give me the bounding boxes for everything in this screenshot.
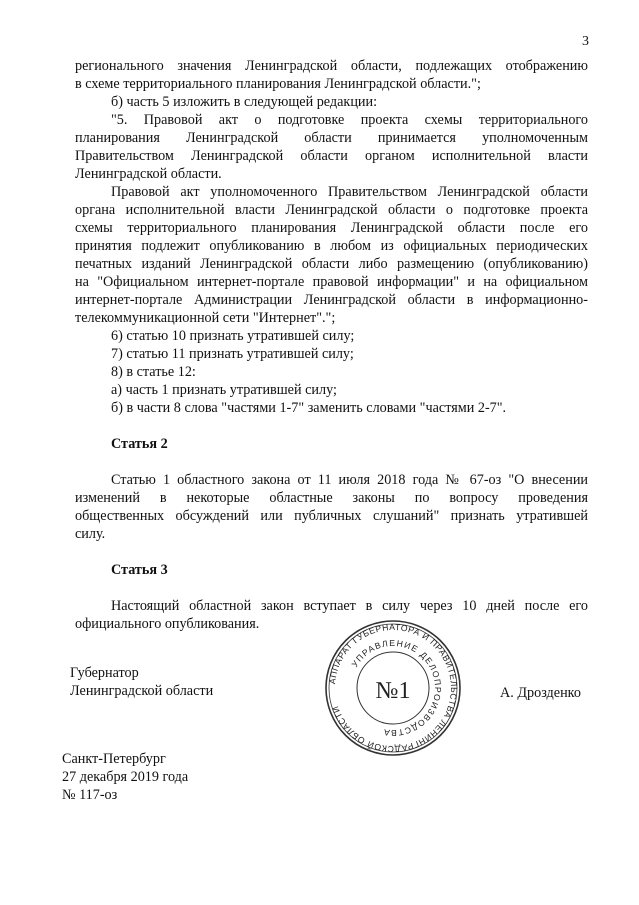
document-footer [62,750,188,804]
text-line: официального опубликования. [75,616,260,632]
text-line: Статью 1 областного закона от 11 июля 2018 года № 67-оз "О внесении [111,472,588,488]
signatory-region: Ленинградской области [70,683,214,699]
text-line: 6) статью 10 признать утратившей силу; [111,328,355,344]
signature-block [70,664,213,700]
text-line: 7) статью 11 признать утратившей силу; [111,346,354,362]
text-line: Настоящий областной закон вступает в силу через 10 дней после его [111,598,588,614]
official-seal [323,618,463,758]
text-line: изменений в некоторые областные законы по вопросу проведения [75,490,588,506]
article-3-heading: Статья 3 [111,562,168,578]
document-body [75,57,588,633]
text-line: в схеме территориального планирования Ленинградской области."; [75,76,481,92]
text-line: Правовой акт уполномоченного Правительством Ленинградской области [111,184,588,200]
seal-outer-text: АППАРАТ ГУБЕРНАТОРА И ПРАВИТЕЛЬСТВА ЛЕНИНГРАДСКОЙ ОБЛАСТИ [327,621,460,755]
text-line: телекоммуникационной сети "Интернет"."; [75,310,336,326]
text-line: регионального значения Ленинградской области, подлежащих отображению [75,58,588,74]
seal-center-number: №1 [375,678,411,704]
footer-law-number: № 117-оз [62,787,118,803]
text-line: общественных обсуждений или публичных слушаний" признать утратившей [75,508,588,524]
text-line: Ленинградской области. [75,166,222,182]
text-line: а) часть 1 признать утратившей силу; [111,382,337,398]
footer-date: 27 декабря 2019 года [62,769,189,785]
text-line: печатных изданий Ленинградской области либо размещению (опубликованию) [75,256,588,272]
text-line: схемы территориального планирования Ленинградской области после его [75,220,588,236]
text-line: интернет-портале Администрации Ленинградской области в информационно- [75,292,588,308]
page-number: 3 [582,34,589,49]
text-line: планирования Ленинградской области принимается уполномоченным [75,130,588,146]
text-line: на "Официальном интернет-портале правовой информации" и на официальном [75,274,588,290]
text-line: б) в части 8 слова "частями 1-7" заменить словами "частями 2-7". [111,400,507,416]
article-2-heading: Статья 2 [111,436,168,452]
text-line: 8) в статье 12: [111,364,196,380]
text-line: Правительством Ленинградской области органом исполнительной власти [75,148,588,164]
text-line: "5. Правовой акт о подготовке проекта схемы территориального [111,112,588,128]
seal-inner-text: УПРАВЛЕНИЕ ДЕЛОПРОИЗВОДСТВА [349,637,444,739]
signatory-title: Губернатор [70,665,139,681]
signatory-name: А. Дрозденко [500,685,581,701]
text-line: б) часть 5 изложить в следующей редакции: [111,94,378,110]
footer-city: Санкт-Петербург [62,751,166,767]
text-line: органа исполнительной власти Ленинградской области о подготовке проекта [75,202,588,218]
text-line: принятия подлежит опубликованию в любом из официальных периодических [75,238,588,254]
text-line: силу. [75,526,106,542]
